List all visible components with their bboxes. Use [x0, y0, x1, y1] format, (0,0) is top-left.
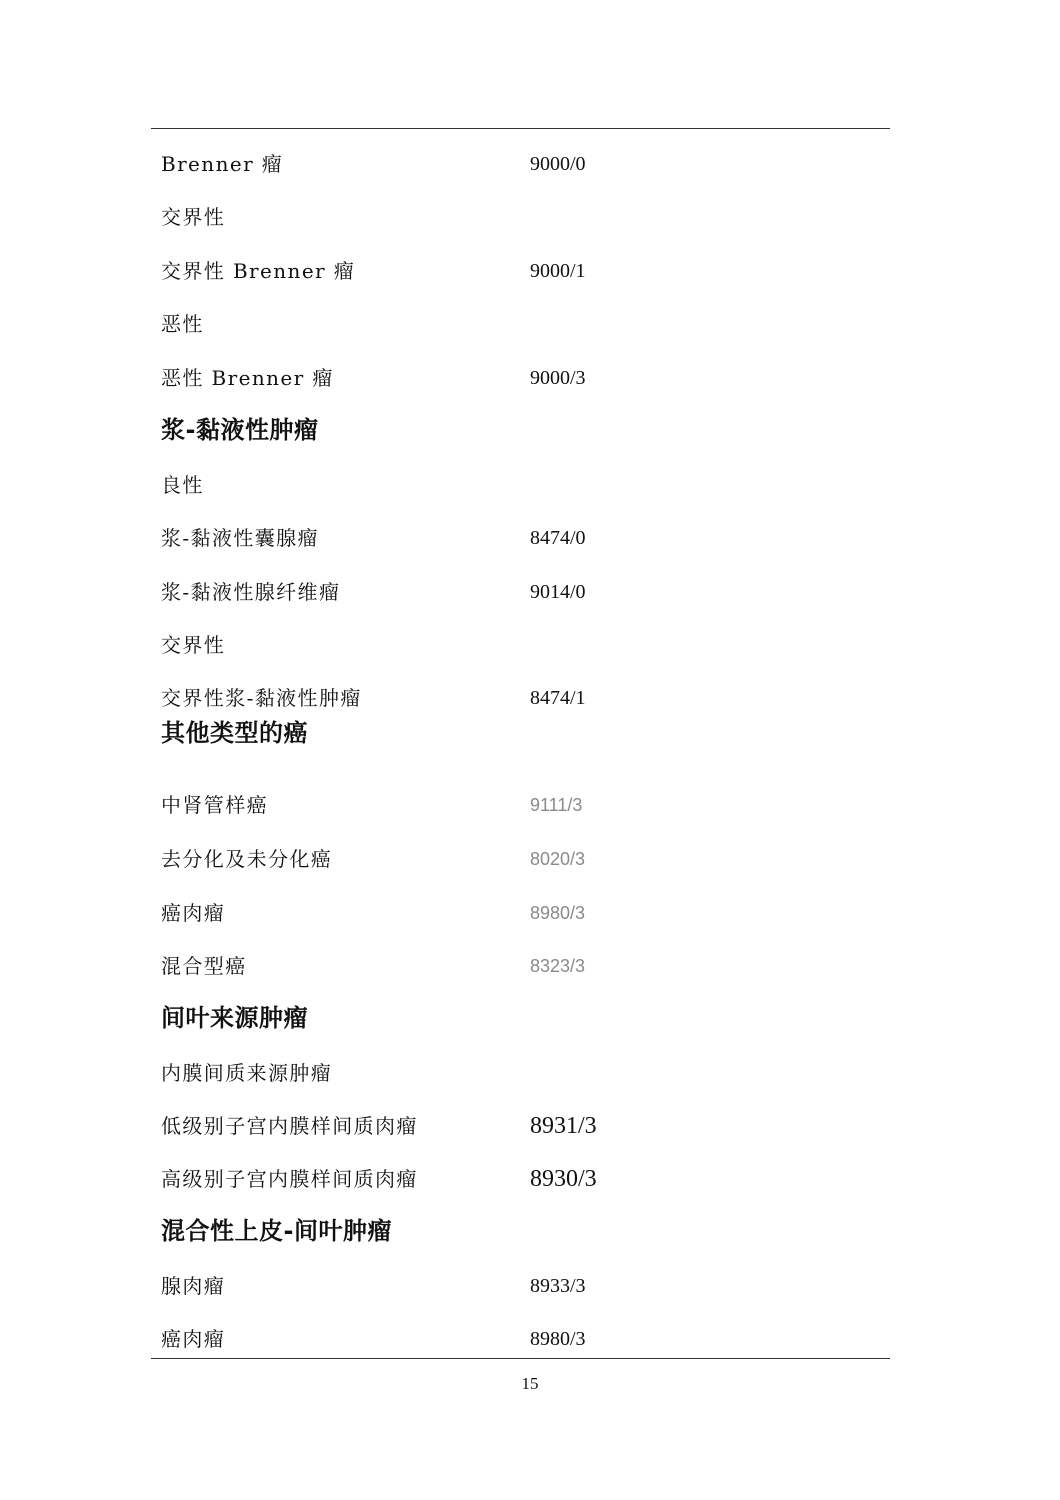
section-title: 间叶来源肿瘤: [161, 1004, 308, 1032]
section-heading: [0, 412, 1060, 448]
entry-code: 9000/0: [530, 153, 586, 175]
list-item: [0, 1321, 1060, 1357]
list-item: [0, 467, 1060, 503]
entry-code: 8930/3: [530, 1166, 597, 1192]
list-item: [0, 787, 1060, 823]
category-label: 交界性: [161, 205, 226, 229]
list-item: [0, 1108, 1060, 1144]
entry-code: 8980/3: [530, 903, 586, 923]
list-item: [0, 841, 1060, 877]
section-heading: [0, 1000, 1060, 1036]
entry-code: 8933/3: [530, 1275, 586, 1297]
list-item: [0, 520, 1060, 556]
entry-name: 癌肉瘤: [161, 1327, 226, 1351]
section-heading: [0, 715, 1060, 751]
entry-code: 9000/3: [530, 367, 586, 389]
entry-code: 8020/3: [530, 849, 586, 869]
section-heading: [0, 1213, 1060, 1249]
entry-name: 交界性浆-黏液性肿瘤: [161, 686, 362, 710]
list-item: [0, 948, 1060, 984]
entry-name: 腺肉瘤: [161, 1274, 226, 1298]
page-number: 15: [521, 1374, 539, 1393]
list-item: [0, 360, 1060, 396]
entry-code: 8474/1: [530, 687, 586, 709]
entry-name: 低级别子宫内膜样间质肉瘤: [161, 1114, 418, 1138]
entry-name: 浆-黏液性囊腺瘤: [161, 526, 319, 550]
list-item: [0, 199, 1060, 235]
bottom-rule: [151, 1358, 890, 1359]
section-title: 混合性上皮-间叶肿瘤: [161, 1217, 392, 1245]
entry-code: 8323/3: [530, 956, 586, 976]
list-item: [0, 680, 1060, 716]
entry-name: 混合型癌: [161, 954, 247, 978]
entry-name: 去分化及未分化癌: [161, 847, 333, 871]
section-title: 其他类型的癌: [161, 719, 308, 747]
list-item: [0, 627, 1060, 663]
entry-code: 9000/1: [530, 260, 586, 282]
list-item: [0, 146, 1060, 182]
list-item: [0, 1268, 1060, 1304]
list-item: [0, 895, 1060, 931]
entry-code: 9014/0: [530, 581, 586, 603]
entry-name: 中肾管样癌: [161, 793, 268, 817]
category-label: 交界性: [161, 633, 226, 657]
top-rule: [151, 128, 890, 129]
entry-code: 8980/3: [530, 1328, 586, 1350]
entry-name: 交界性 Brenner 瘤: [161, 259, 356, 283]
list-item: [0, 574, 1060, 610]
list-item: [0, 306, 1060, 342]
entry-code: 9111/3: [530, 795, 583, 815]
category-label: 恶性: [161, 312, 204, 336]
entry-name: 高级别子宫内膜样间质肉瘤: [161, 1167, 418, 1191]
entry-name: 浆-黏液性腺纤维瘤: [161, 580, 341, 604]
entry-name: 癌肉瘤: [161, 901, 226, 925]
list-item: [0, 1161, 1060, 1197]
section-title: 浆-黏液性肿瘤: [161, 416, 319, 444]
list-item: [0, 253, 1060, 289]
category-label: 良性: [161, 473, 204, 497]
list-item: [0, 1055, 1060, 1091]
entry-name: 恶性 Brenner 瘤: [161, 366, 334, 390]
entry-name: Brenner 瘤: [161, 152, 284, 176]
category-label: 内膜间质来源肿瘤: [161, 1061, 333, 1085]
entry-code: 8931/3: [530, 1113, 597, 1139]
entry-code: 8474/0: [530, 527, 586, 549]
